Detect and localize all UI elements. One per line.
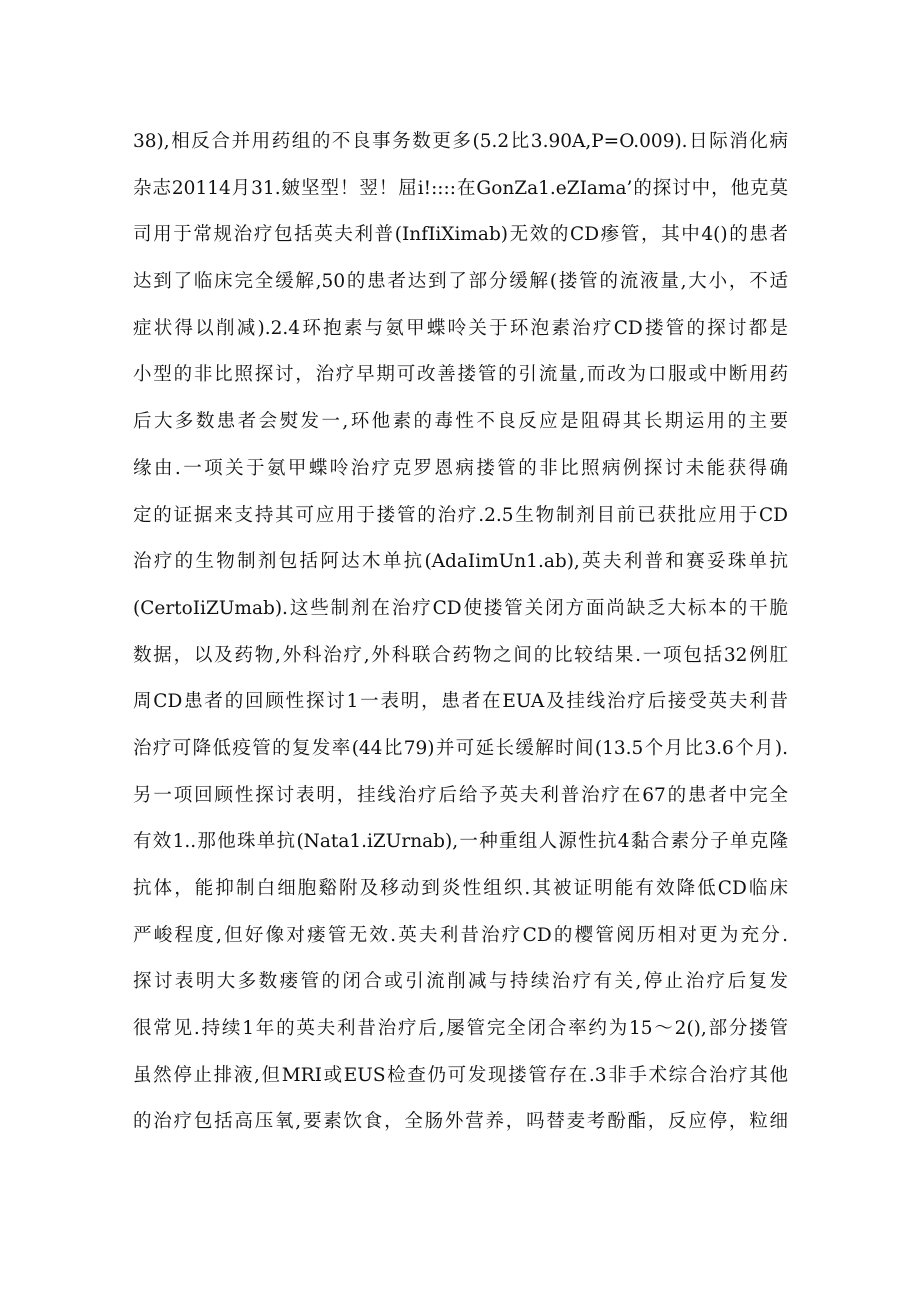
text-line: 症状得以削减).2.4环抱素与氨甲蝶呤关于环泡素治疗CD搂管的探讨都是 <box>133 317 788 339</box>
text-line: 缘由.一项关于氨甲蝶呤治疗克罗恩病搂管的非比照病例探讨未能获得确 <box>133 457 788 479</box>
text-line: 司用于常规治疗包括英夫利普(InfIiXimab)无效的CD瘆管，其中4()的患者 <box>133 224 788 246</box>
text-line: 后大多数患者会熨发一,环他素的毒性不良反应是阻碍其长期运用的主要 <box>133 411 788 433</box>
text-line: 有效1..那他珠单抗(Nata1.iZUrnab),一种重组人源性抗4黏合素分子单克隆 <box>133 831 788 853</box>
text-line: 定的证据来支持其可应用于搂管的治疗.2.5生物制剂目前已获批应用于CD <box>133 504 788 526</box>
text-line: 周CD患者的回顾性探讨1一表明，患者在EUA及挂线治疗后接受英夫利昔 <box>133 691 788 713</box>
text-line: 探讨表明大多数瘘管的闭合或引流削减与持续治疗有关,停止治疗后复发 <box>133 971 788 993</box>
text-line: 严峻程度,但好像对瘘管无效.英夫利昔治疗CD的樱管阅历相对更为充分. <box>133 924 788 946</box>
text-line: 虽然停止排液,但MRI或EUS检查仍可发现搂管存在.3非手术综合治疗其他 <box>133 1064 788 1086</box>
text-line: 达到了临床完全缓解,50的患者达到了部分缓解(搂管的流液量,大小，不适 <box>133 271 788 293</box>
text-line: 38),相反合并用药组的不良事务数更多(5.2比3.90A,P=O.009).日际消化病 <box>133 131 788 152</box>
text-line: 治疗可降低疫管的复发率(44比79)并可延长缓解时间(13.5个月比3.6个月). <box>133 737 788 759</box>
text-line: (CertoIiZUmab).这些制剂在治疗CD使搂管关闭方面尚缺乏大标本的干脆 <box>133 597 788 619</box>
text-line: 小型的非比照探讨，治疗早期可改善搂管的引流量,而改为口服或中断用药 <box>133 364 788 386</box>
text-line: 抗体，能抑制白细胞谿附及移动到炎性组织.其被证明能有效降低CD临床 <box>133 878 788 899</box>
text-line: 治疗的生物制剂包括阿达木单抗(AdaIimUn1.ab),英夫利普和赛妥珠单抗 <box>133 551 788 573</box>
text-line: 杂志20114月31.皴坚型！翌！屈i!::::在GonZa1.eZIama’的探讨中，他克莫 <box>133 177 788 199</box>
text-line: 很常见.持续1年的英夫利昔治疗后,屡管完全闭合率约为15～2(),部分搂管 <box>133 1018 788 1040</box>
body-text <box>133 119 788 1146</box>
text-line: 数据，以及药物,外科治疗,外科联合药物之间的比较结果.一项包括32例肛 <box>133 644 788 666</box>
text-line: 另一项回顾性探讨表明，挂线治疗后给予英夫利普治疗在67的患者中完全 <box>133 784 788 806</box>
text-line: 的治疗包括高压氧,要素饮食，全肠外营养，吗替麦考酚酯，反应停，粒细 <box>133 1111 788 1133</box>
